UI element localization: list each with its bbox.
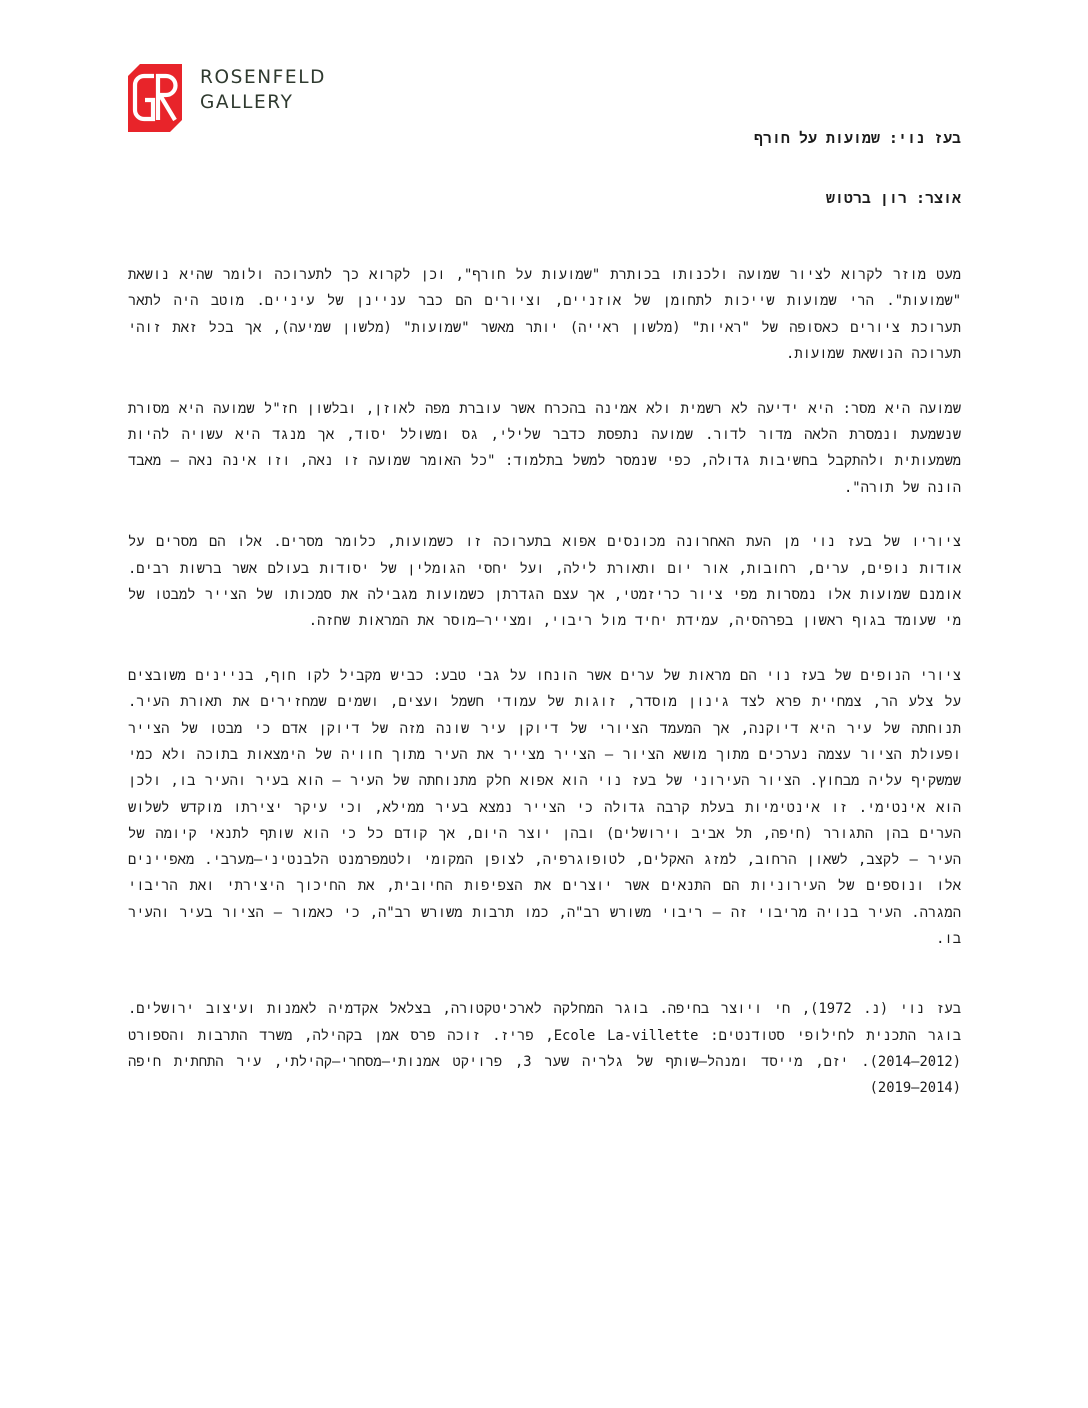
gallery-logo-mark xyxy=(128,64,182,132)
curator-line: אוצר: רון ברטוש xyxy=(825,189,961,207)
paragraph-4: ציורי הנופים של בעז נוי הם מראות של ערים אשר הונחו על גבי טבע: כביש מקביל לקו חוף, בניינים משובצים על צלע הר, צמחיית פרא לצד גינון מוסדר, זוגות של עמודי חשמל ועצים, ושמים שמחזירים את תאורת העיר. תנוחתה של עיר היא דיוקנה, אך המעמד הציורי של דיוקן עיר שונה מזה של דיוקן אדם כי מבטו של הצייר ופעולת הציור עצמה נערכים מתוך מושא הציור – הצייר מצייר את העיר מתוך חוויה של הימצאות בתוכה ולא כמי שמשקיף עליה מבחוץ. הציור העירוני של בעז נוי הוא אפוא חלק מתנוחתה של העיר – הוא בעיר והעיר בו, ולכן הוא אינטימי. זו אינטימיות בעלת קרבה גדולה כי הצייר נמצא בעיר ממילא, וכי עיקר יצירתו מוקדש לשלוש הערים בהן התגורר (חיפה, תל אביב וירושלים) ובהן יוצר היום, אך קודם כל כי הוא שותף לתנאי קיומה של העיר – לקצב, לשאון הרחוב, למזג האקלים, לטופוגרפיה, לצופן המקומי ולטמפרמנט הלבנטיני–מערבי. מאפיינים אלו ונוספים של העירוניות הם התנאים אשר יוצרים את הצפיפות החיובית, את החיכוך היצירתי ואת הריבוי המגרה. העיר בנויה מריבוי זה – ריבוי משורש רב"ה, כמו תרבות משורש רב"ה, כי כאמור – הציור בעיר והעיר בו. xyxy=(128,668,961,948)
exhibition-text xyxy=(128,262,961,1130)
paragraph-1: מעט מוזר לקרוא לציור שמועה ולכנותו בכותרת "שמועות על חורף", וכן לקרוא כך לתערוכה ולומר שהיא נושאת "שמועות". הרי שמועות שייכות לתחומן של אוזניים, וציורים הם כבר עניינן של עיניים. מוטב היה לתאר תערוכת ציורים כאסופה של "ראיות" (מלשון ראייה) יותר מאשר "שמועות" (מלשון שמיעה), אך בכל זאת זוהי תערוכה הנושאת שמועות. xyxy=(128,267,961,362)
exhibition-title: בעז נוי: שמועות על חורף xyxy=(753,129,961,147)
gallery-name-line1: ROSENFELD xyxy=(200,67,326,88)
paragraph-2: שמועה היא מסר: היא ידיעה לא רשמית ולא אמינה בהכרח אשר עוברת מפה לאוזן, ובלשון חז"ל שמועה היא מסורת שנשמעת ונמסרת הלאה מדור לדור. שמועה נתפסת כדבר שלילי, גס ומשולל יסוד, אך מנגד היא עשויה להיות משמעותית ולהתקבל בחשיבות גדולה, כפי שנמסר למשל בתלמוד: "כל האומר שמועה זו נאה, וזו אינה נאה – מאבד הונה של תורה". xyxy=(128,400,961,496)
gallery-name-line2: GALLERY xyxy=(200,92,294,113)
artist-bio: בעז נוי (נ. 1972), חי ויוצר בחיפה. בוגר המחלקה לארכיטקטורה, בצלאל אקדמיה לאמנות ועיצוב ירושלים. בוגר התכנית לחילופי סטודנטים: Ecole La-villette, פריז. זוכה פרס אמן בקהילה, משרד התרבות והספורט (2012–2014). יזם, מייסד ומנהל–שותף של גלריה שער 3, פרויקט אמנותי–מסחרי–קהילתי, עיר התחתית חיפה (2014–2019) xyxy=(128,1001,961,1097)
gallery-logo xyxy=(128,64,326,132)
paragraph-3: ציוריו של בעז נוי מן העת האחרונה מכונסים אפוא בתערוכה זו כשמועות, כלומר מסרים. אלו הם מסרים על אודות נופים, ערים, רחובות, אור יום ותאורת לילה, ועל יחסי הגומלין של יסודות בעולם אשר ברשות רבים. אומנם שמועות אלו נמסרות מפי ציור כריזמטי, אך עצם הגדרתן כשמועות מגבילה את סמכותו של הצייר למבטו של מי שעומד בגוף ראשון בפרהסיה, עמידת יחיד מול ריבוי, ומצייר–מוסר את המראות שחזה. xyxy=(128,534,961,630)
gallery-logo-wordmark xyxy=(200,65,326,115)
